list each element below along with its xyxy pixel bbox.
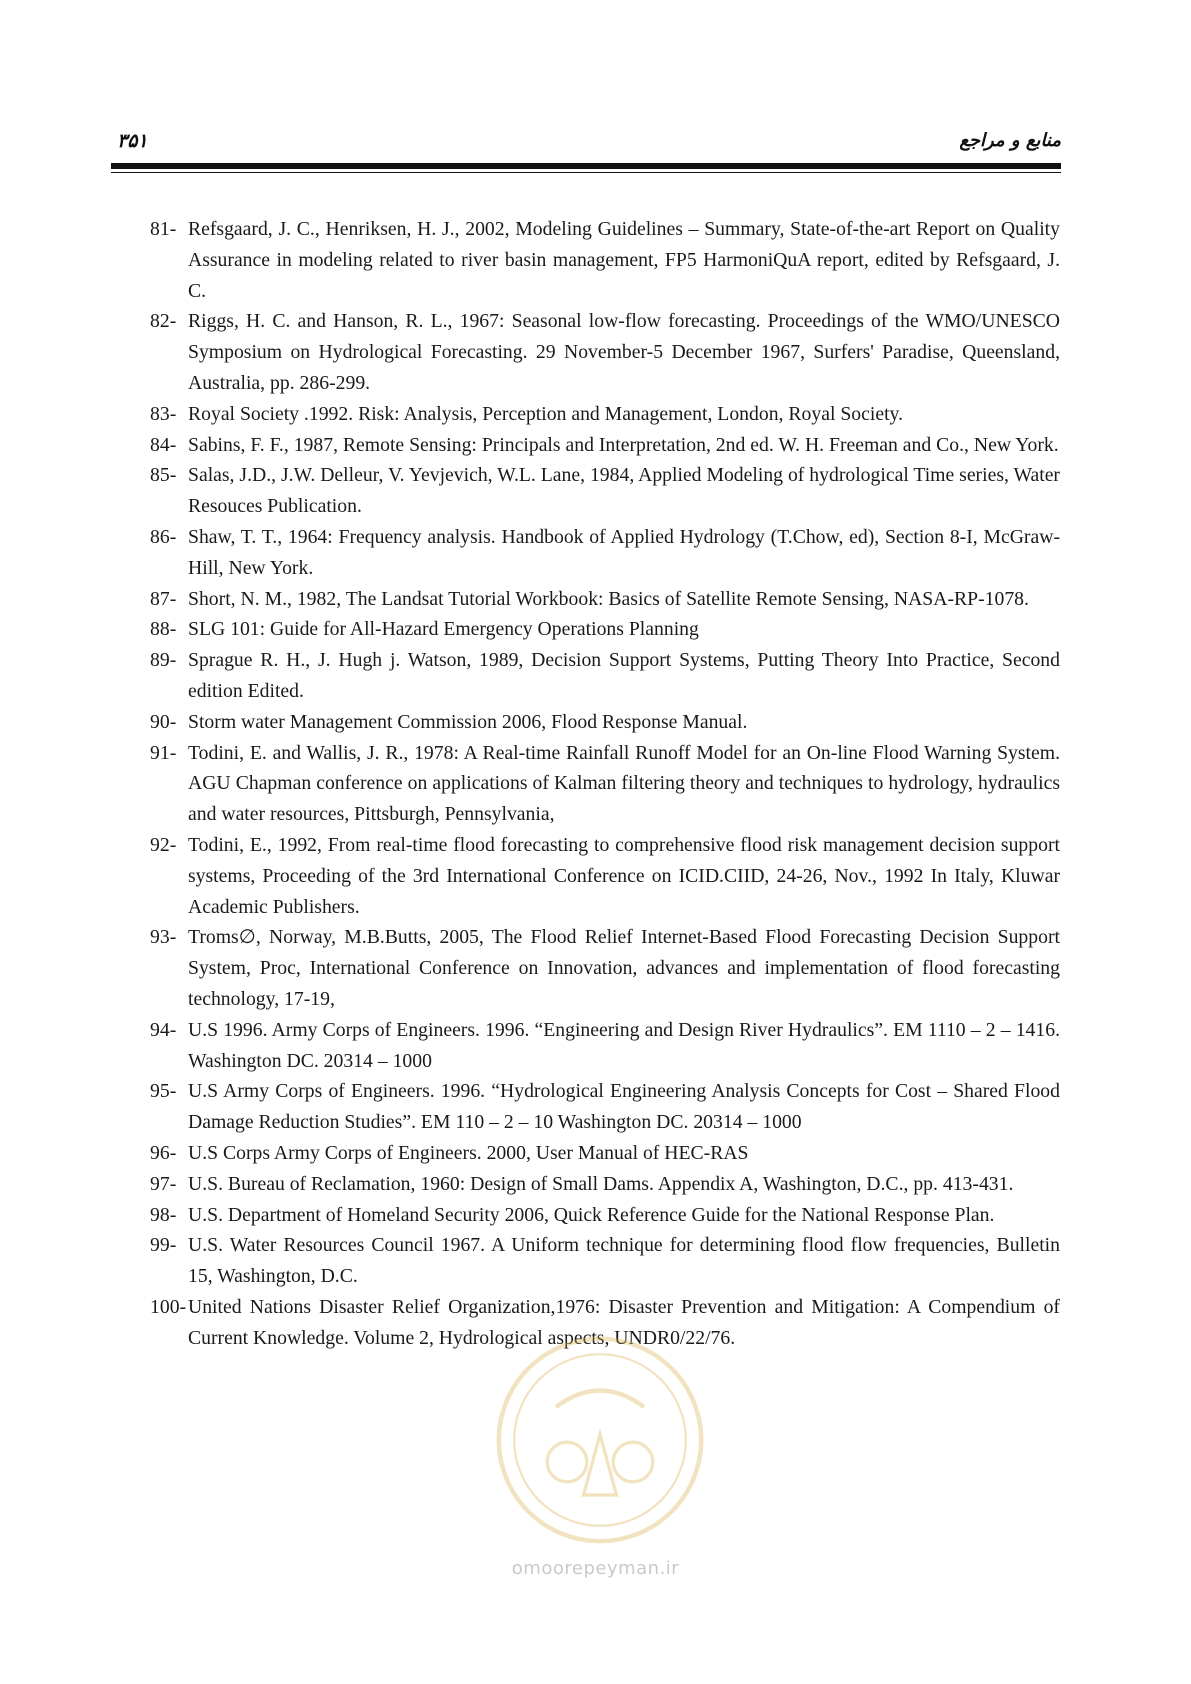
reference-text: U.S 1996. Army Corps of Engineers. 1996. “Engineering and Design River Hydraulics”. EM 1110 – 2 – 1416. Washington DC. 20314 – 1000 xyxy=(188,1018,1060,1072)
header-rule-thin xyxy=(111,172,1061,173)
reference-number: 99- xyxy=(150,1234,177,1257)
page-number: ۳۵۱ xyxy=(117,130,148,152)
reference-item xyxy=(150,430,1060,461)
reference-text: United Nations Disaster Relief Organization,1976: Disaster Prevention and Mitigation: A Compendium of Current Knowledge. Volume 2, Hydrological aspects, UNDR0/22/76. xyxy=(188,1295,1060,1349)
reference-item xyxy=(150,1138,1060,1169)
reference-number: 87- xyxy=(150,587,177,610)
reference-number: 89- xyxy=(150,649,177,672)
reference-text: Salas, J.D., J.W. Delleur, V. Yevjevich, W.L. Lane, 1984, Applied Modeling of hydrological Time series, Water Resouces Publication. xyxy=(188,464,1060,518)
reference-item xyxy=(150,645,1060,707)
header-rule-thick xyxy=(111,163,1061,169)
reference-number: 92- xyxy=(150,833,177,856)
reference-item xyxy=(150,922,1060,1014)
reference-item xyxy=(150,1200,1060,1231)
reference-item xyxy=(150,738,1060,830)
reference-number: 95- xyxy=(150,1080,177,1103)
reference-text: Sprague R. H., J. Hugh j. Watson, 1989, Decision Support Systems, Putting Theory Into Practice, Second edition Edited. xyxy=(188,649,1060,702)
reference-text: Troms∅, Norway, M.B.Butts, 2005, The Flood Relief Internet-Based Flood Forecasting Decision Support System, Proc, International Conference on Innovation, advances and implementation of flood forecasting technology, 17-19, xyxy=(188,926,1060,1010)
watermark-site: omoorepeyman.ir xyxy=(511,1558,680,1579)
chapter-title: منابع و مراجع xyxy=(959,130,1061,151)
reference-item xyxy=(150,1015,1060,1077)
reference-number: 96- xyxy=(150,1141,177,1164)
reference-list xyxy=(150,214,1060,1353)
reference-item xyxy=(150,306,1060,398)
reference-item xyxy=(150,1230,1060,1292)
reference-number: 91- xyxy=(150,741,177,764)
reference-item xyxy=(150,1076,1060,1138)
reference-text: Todini, E., 1992, From real-time flood forecasting to comprehensive flood risk management decision support systems, Proceeding of the 3rd International Conference on ICID.CIID, 24-26, Nov., 1992 In Italy, Kluwar Academic Publishers. xyxy=(188,833,1060,918)
reference-text: Short, N. M., 1982, The Landsat Tutorial Workbook: Basics of Satellite Remote Sensing, NASA-RP-1078. xyxy=(188,587,1029,610)
page-header xyxy=(111,128,1061,158)
reference-number: 81- xyxy=(150,218,177,240)
reference-number: 94- xyxy=(150,1018,177,1041)
reference-number: 90- xyxy=(150,710,177,733)
reference-text: Todini, E. and Wallis, J. R., 1978: A Real-time Rainfall Runoff Model for an On-line Flood Warning System. AGU Chapman conference on applications of Kalman filtering theory and techniques to hydrology, hydraulics and water resources, Pittsburgh, Pennsylvania, xyxy=(188,741,1060,826)
reference-text: Shaw, T. T., 1964: Frequency analysis. Handbook of Applied Hydrology (T.Chow, ed), Section 8-I, McGraw-Hill, New York. xyxy=(188,525,1060,579)
reference-number: 97- xyxy=(150,1172,177,1195)
reference-item xyxy=(150,584,1060,615)
reference-number: 84- xyxy=(150,433,177,456)
reference-text: Refsgaard, J. C., Henriksen, H. J., 2002, Modeling Guidelines – Summary, State-of-the-art Report on Quality Assurance in modeling related to river basin management, FP5 HarmoniQuA report, edited by Refsgaard, J. C. xyxy=(188,218,1060,302)
reference-text: SLG 101: Guide for All-Hazard Emergency Operations Planning xyxy=(188,618,699,641)
reference-item xyxy=(150,460,1060,522)
reference-text: U.S Corps Army Corps of Engineers. 2000, User Manual of HEC-RAS xyxy=(188,1141,749,1164)
reference-number: 98- xyxy=(150,1203,177,1226)
reference-item xyxy=(150,214,1060,306)
reference-text: Riggs, H. C. and Hanson, R. L., 1967: Seasonal low-flow forecasting. Proceedings of the WMO/UNESCO Symposium on Hydrological Forecasting. 29 November-5 December 1967, Surfers' Paradise, Queensland, Australia, pp. 286-299. xyxy=(188,310,1060,394)
reference-number: 88- xyxy=(150,618,177,641)
reference-item xyxy=(150,522,1060,584)
reference-text: Storm water Management Commission 2006, Flood Response Manual. xyxy=(188,710,748,733)
reference-text: U.S. Department of Homeland Security 2006, Quick Reference Guide for the National Response Plan. xyxy=(188,1203,995,1226)
reference-text: U.S Army Corps of Engineers. 1996. “Hydrological Engineering Analysis Concepts for Cost – Shared Flood Damage Reduction Studies”. EM 110 – 2 – 10 Washington DC. 20314 – 1000 xyxy=(188,1080,1060,1134)
reference-text: Royal Society .1992. Risk: Analysis, Perception and Management, London, Royal Society. xyxy=(188,402,904,425)
reference-number: 83- xyxy=(150,402,177,425)
reference-text: U.S. Bureau of Reclamation, 1960: Design of Small Dams. Appendix A, Washington, D.C., pp. 413-431. xyxy=(188,1172,1014,1195)
reference-number: 82- xyxy=(150,310,177,333)
reference-item xyxy=(150,614,1060,645)
reference-number: 100- xyxy=(150,1295,187,1318)
reference-item xyxy=(150,1169,1060,1200)
seal-logo-icon xyxy=(490,1330,710,1550)
reference-item xyxy=(150,399,1060,430)
reference-item xyxy=(150,830,1060,922)
reference-number: 85- xyxy=(150,464,177,487)
reference-text: U.S. Water Resources Council 1967. A Uniform technique for determining flood flow frequencies, Bulletin 15, Washington, D.C. xyxy=(188,1234,1060,1288)
reference-number: 86- xyxy=(150,525,177,548)
reference-text: Sabins, F. F., 1987, Remote Sensing: Principals and Interpretation, 2nd ed. W. H. Freeman and Co., New York. xyxy=(188,433,1059,456)
reference-item xyxy=(150,707,1060,738)
reference-number: 93- xyxy=(150,926,177,949)
